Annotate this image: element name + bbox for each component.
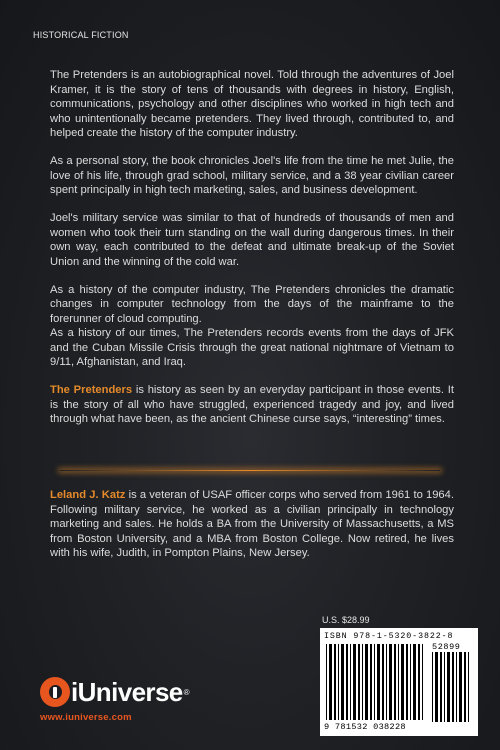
registered-mark: ® — [183, 687, 190, 697]
price-label: U.S. $28.99 — [322, 615, 370, 625]
barcode-bar — [432, 652, 433, 722]
book-title-highlight: The Pretenders — [50, 384, 133, 396]
description-paragraph: As a history of our times, The Pretenders records events from the days of JFK and the Cuban Missile Crisis through the great national nightmare of Vietnam to 9/11, Afghanistan, and Iraq. — [50, 327, 454, 368]
barcode-bar — [464, 652, 466, 722]
barcode-bar — [334, 644, 336, 720]
publisher-logo-mark — [40, 677, 70, 707]
barcode-bar — [447, 652, 450, 722]
publisher-logo — [40, 677, 190, 707]
description-paragraph: As a personal story, the book chronicles Joel's life from the time he met Julie, the love of his life, through grad school, military service, and a 38 year civilian career spent principally in high tech marketing, sales, and business development. — [50, 155, 454, 196]
barcode-bar — [406, 644, 408, 720]
barcode-bar — [468, 652, 469, 722]
barcode-bar — [386, 644, 387, 720]
barcode-bar — [444, 652, 445, 722]
barcode-bar — [459, 652, 462, 722]
author-bio — [50, 488, 454, 561]
barcode-bar — [389, 644, 392, 720]
barcode-bar — [413, 644, 416, 720]
barcode-bar — [346, 644, 348, 720]
barcode-bar — [350, 644, 351, 720]
barcode-bar — [422, 644, 423, 720]
barcode-bar — [418, 644, 420, 720]
barcode-bar — [329, 644, 332, 720]
description-paragraph: The Pretenders is an autobiographical novel. Told through the adventures of Joel Kramer, it is the story of tens of thousands with degrees in history, English, communications, psychology and other disciplines who worked in high tech and who unintentionally became pretenders. They lived through, contributed to, and helped create the history of the computer industry. — [50, 69, 454, 139]
barcode-bar — [377, 644, 380, 720]
barcode-block — [320, 628, 478, 736]
author-name: Leland J. Katz — [50, 489, 126, 501]
genre-label: HISTORICAL FICTION — [33, 30, 129, 40]
isbn-label: ISBN 978-1-5320-3822-8 — [324, 632, 454, 641]
barcode-image — [320, 628, 478, 736]
price-addon-digits: 52899 — [432, 642, 461, 652]
barcode-bar — [456, 652, 457, 722]
author-bio-text: is a veteran of USAF officer corps who served from 1961 to 1964. Following military service, he worked as a civilian principally in technology marketing and sales. He holds a BA from the University of Massachusetts, a MS from Boston University, and a MBA from Boston College. Now retired, he lives with his wife, Judith, in Pompton Plains, New Jersey. — [50, 489, 454, 559]
barcode-bar — [338, 644, 339, 720]
barcode-bar — [370, 644, 372, 720]
barcode-bar — [440, 652, 442, 722]
description-paragraph: As a history of the computer industry, The Pretenders chronicles the dramatic changes in computer technology from the days of the mainframe to the forerunner of cloud computing. — [50, 283, 454, 325]
barcode-bar — [382, 644, 384, 720]
barcode-bar — [401, 644, 404, 720]
description-paragraph — [50, 383, 454, 427]
barcode-bar — [341, 644, 344, 720]
barcode-bar — [410, 644, 411, 720]
barcode-bar — [362, 644, 363, 720]
description-text: is history as seen by an everyday participant in those events. It is the story of all who have struggled, experienced tragedy and joy, and lived through what have been, as the ancient Chinese curse says, “interesting” times. — [50, 384, 454, 425]
glow-divider — [60, 470, 440, 471]
barcode-bar — [326, 644, 327, 720]
barcode-bar — [365, 644, 368, 720]
barcode-bar — [353, 644, 356, 720]
barcode-bar — [394, 644, 396, 720]
barcode-bar — [398, 644, 399, 720]
barcode-bar — [374, 644, 375, 720]
ean-digits: 9 781532 038228 — [324, 722, 406, 732]
barcode-bar — [452, 652, 454, 722]
book-description — [50, 68, 454, 440]
publisher-website: www.iuniverse.com — [40, 712, 132, 723]
barcode-bar — [435, 652, 438, 722]
description-paragraph: Joel's military service was similar to that of hundreds of thousands of men and women who took their turn standing on the wall during dangerous times. In their own way, each contributed to the defeat and ultimate break-up of the Soviet Union and the winning of the cold war. — [50, 212, 454, 268]
publisher-name: iUniverse — [71, 677, 183, 707]
barcode-bar — [358, 644, 360, 720]
